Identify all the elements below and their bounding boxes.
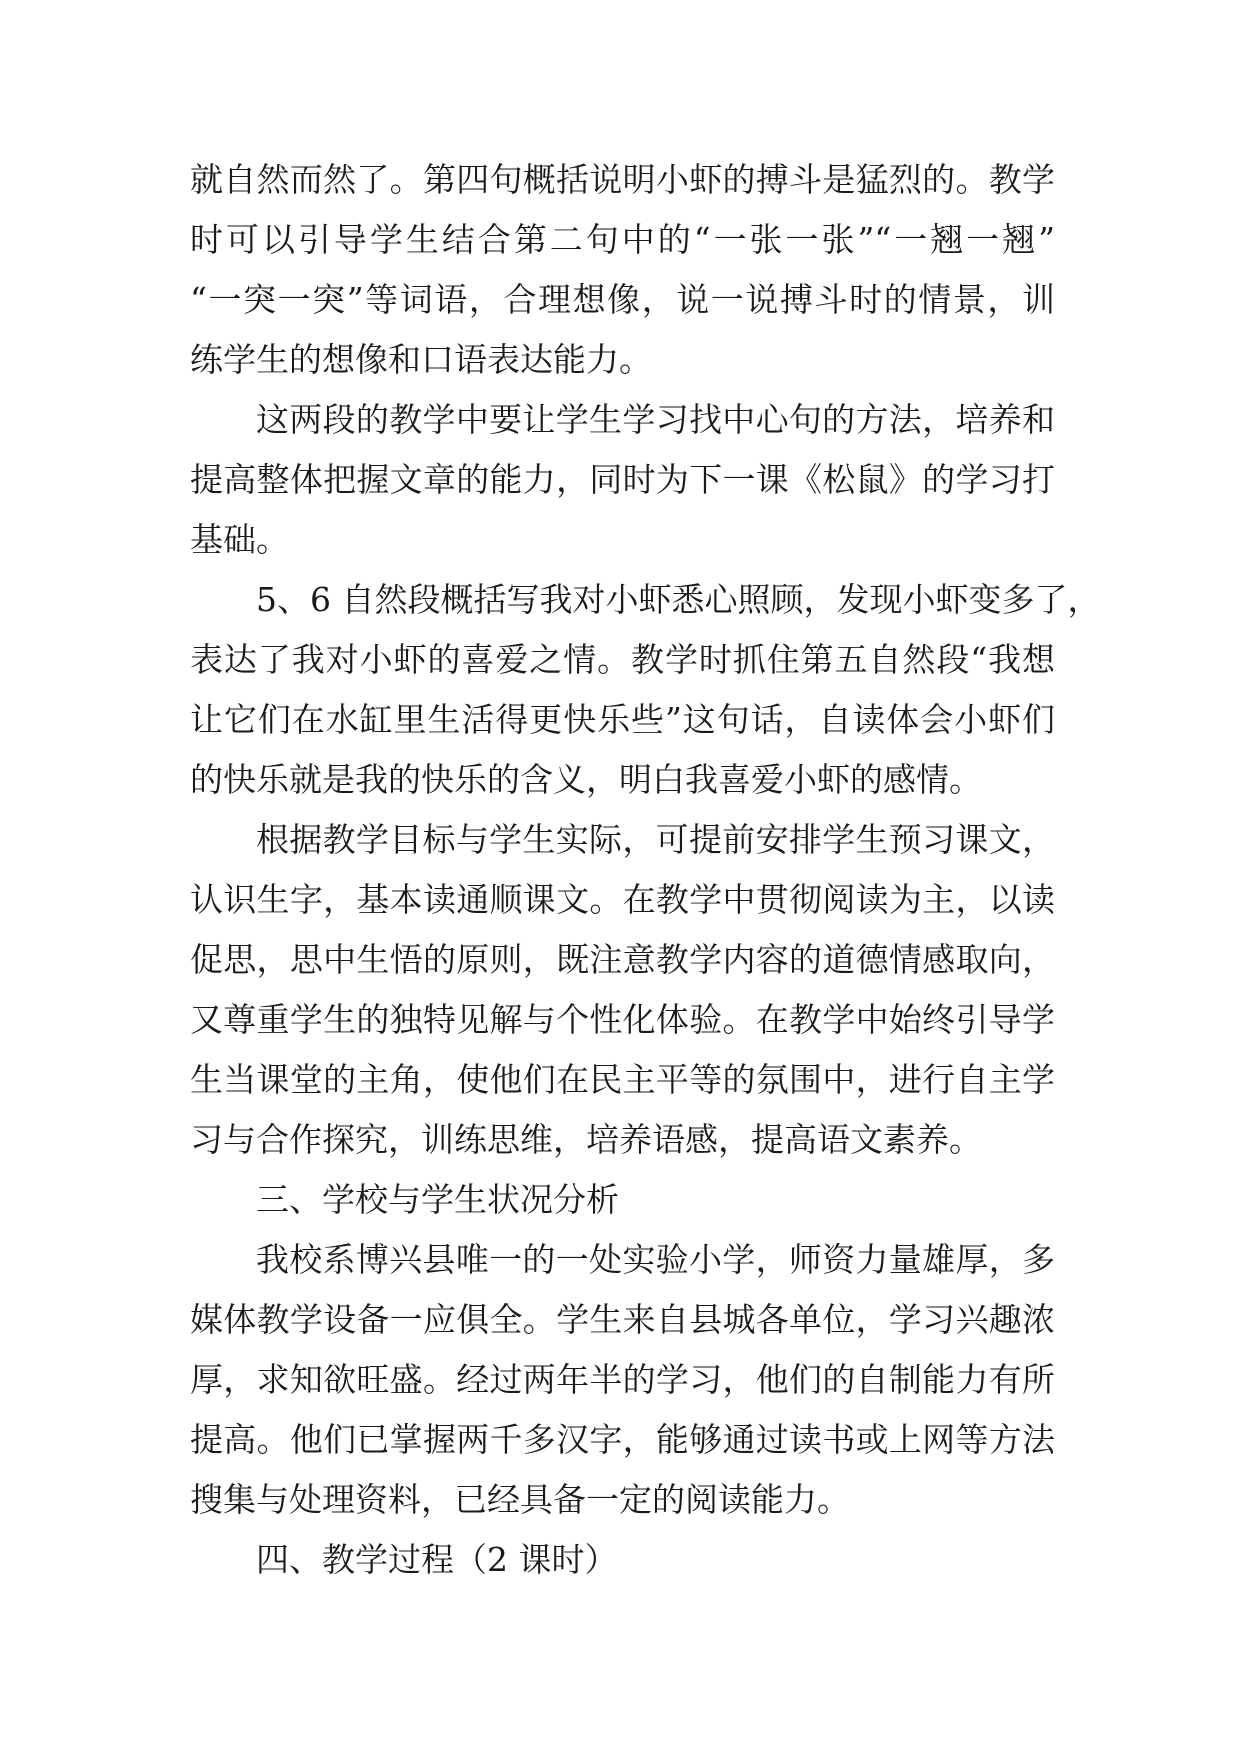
paragraph-start-line: 这两段的教学中要让学生学习找中心句的方法，培养和 xyxy=(256,400,1055,439)
paragraph-start-line: 根据教学目标与学生实际，可提前安排学生预习课文， xyxy=(256,820,1055,859)
text-line: 表达了我对小虾的喜爱之情。教学时抓住第五自然段“我想 xyxy=(190,640,1055,679)
text-line: 练学生的想像和口语表达能力。 xyxy=(190,340,652,379)
paragraph-start-line: 5、6 自然段概括写我对小虾悉心照顾，发现小虾变多了， xyxy=(256,580,1101,619)
text-line: 提高。他们已掌握两千多汉字，能够通过读书或上网等方法 xyxy=(190,1420,1055,1459)
text-line: 媒体教学设备一应俱全。学生来自县城各单位，学习兴趣浓 xyxy=(190,1300,1055,1339)
paragraph-start-line: 我校系博兴县唯一的一处实验小学，师资力量雄厚，多 xyxy=(256,1240,1055,1279)
text-line: 促思，思中生悟的原则，既注意教学内容的道德情感取向， xyxy=(190,940,1055,979)
text-line: 的快乐就是我的快乐的含义，明白我喜爱小虾的感情。 xyxy=(190,760,982,799)
body-text xyxy=(190,150,1101,1590)
text-line: 搜集与处理资料，已经具备一定的阅读能力。 xyxy=(190,1480,850,1519)
section-heading: 三、学校与学生状况分析 xyxy=(256,1180,619,1219)
text-line: 又尊重学生的独特见解与个性化体验。在教学中始终引导学 xyxy=(190,1000,1055,1039)
text-line: 生当课堂的主角，使他们在民主平等的氛围中，进行自主学 xyxy=(190,1060,1055,1099)
text-line: 让它们在水缸里生活得更快乐些”这句话，自读体会小虾们 xyxy=(190,700,1055,739)
text-line: 厚，求知欲旺盛。经过两年半的学习，他们的自制能力有所 xyxy=(190,1360,1055,1399)
section-heading: 四、教学过程（2 课时） xyxy=(256,1540,618,1579)
text-line: 时可以引导学生结合第二句中的“一张一张”“一翘一翘” xyxy=(190,220,1055,259)
text-line: 习与合作探究，训练思维，培养语感，提高语文素养。 xyxy=(190,1120,982,1159)
text-line: 基础。 xyxy=(190,520,289,559)
text-line: 认识生字，基本读通顺课文。在教学中贯彻阅读为主，以读 xyxy=(190,880,1055,919)
text-line: 就自然而然了。第四句概括说明小虾的搏斗是猛烈的。教学 xyxy=(190,160,1055,199)
text-line: 提高整体把握文章的能力，同时为下一课《松鼠》的学习打 xyxy=(190,460,1055,499)
text-line: “一突一突”等词语，合理想像，说一说搏斗时的情景，训 xyxy=(190,280,1055,319)
